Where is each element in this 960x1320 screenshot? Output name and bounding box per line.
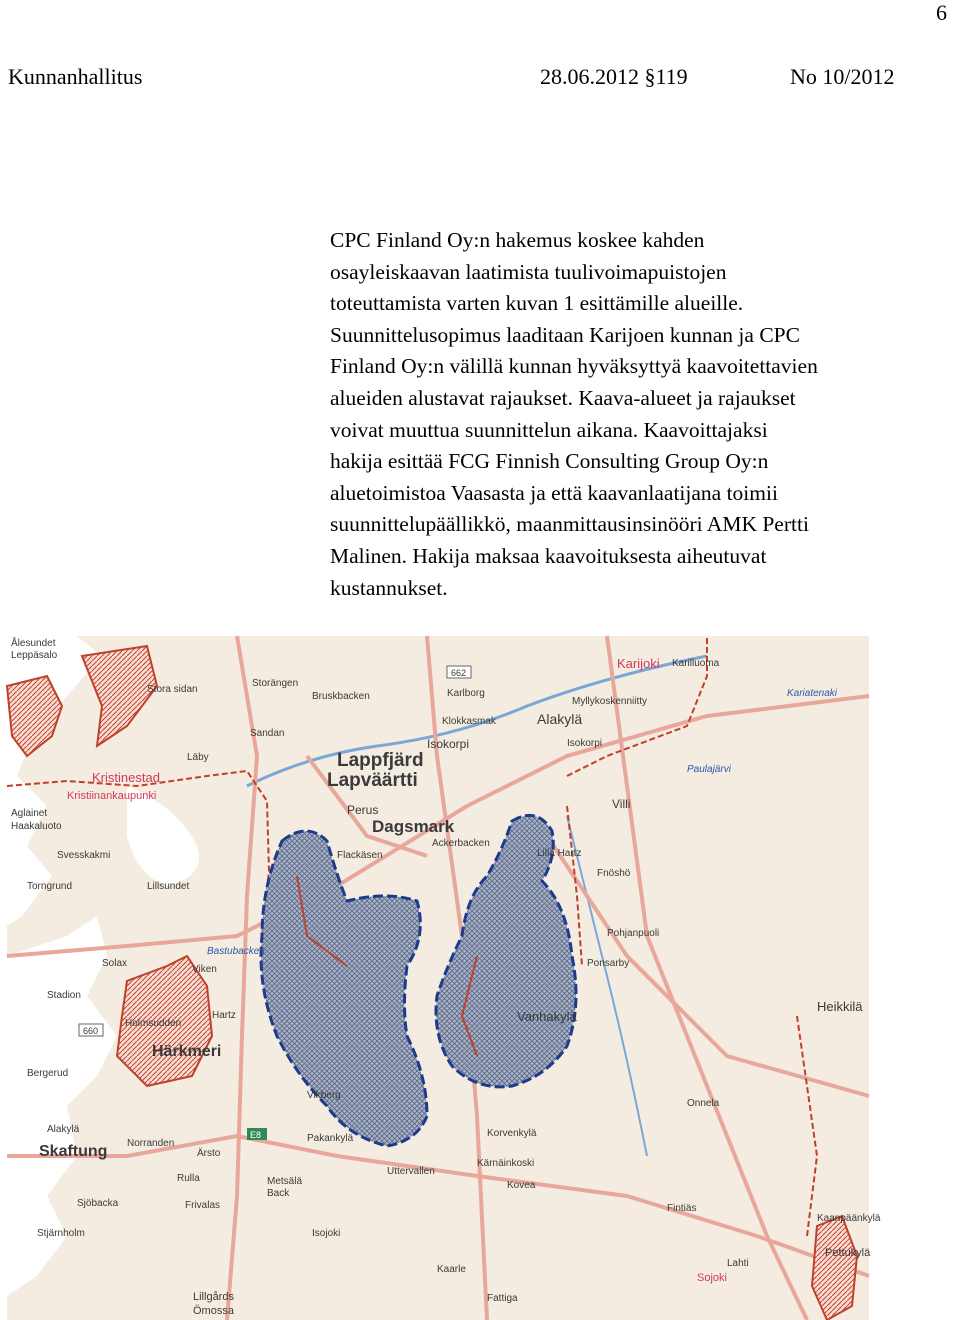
page-number: 6: [936, 0, 947, 25]
label-small: Kariatenaki: [787, 688, 838, 699]
label-small: Lahti: [727, 1258, 749, 1269]
label-medium: Kristinestad: [92, 770, 160, 785]
label-small: Fnöshö: [597, 868, 631, 879]
paragraph-line: alueiden alustavat rajaukset. Kaava-alueet ja rajaukset: [330, 385, 796, 410]
paragraph-line: hakija esittää FCG Finnish Consulting Group Oy:n: [330, 449, 769, 474]
label-small: Fattiga: [487, 1293, 518, 1304]
label-large: Dagsmark: [372, 817, 455, 836]
label-large: Lappfjärd: [337, 750, 424, 771]
label-small: Frivalas: [185, 1200, 221, 1211]
label-small: Onnela: [687, 1098, 720, 1109]
label-small: Solax: [102, 958, 128, 969]
label-small: Ärsto: [197, 1148, 221, 1159]
header-date-section: 28.06.2012 §119: [540, 64, 688, 89]
label-small: Metsälä: [267, 1176, 303, 1187]
label-small: Läby: [187, 752, 209, 763]
label-small: Lilla Hartz: [537, 848, 582, 859]
label-small: Viken: [192, 964, 217, 975]
header-body: Kunnanhallitus: [8, 64, 143, 89]
label-medium: Vanhakylä: [517, 1009, 577, 1024]
label-small: Stora sidan: [147, 684, 198, 695]
paragraph-line: CPC Finland Oy:n hakemus koskee kahden: [330, 228, 705, 252]
label-small: Storängen: [252, 678, 299, 689]
label-large: Lapväärtti: [327, 770, 418, 791]
label-small: Leppäsalo: [11, 650, 58, 661]
paragraph-line: toteuttamista varten kuvan 1 esittämille alueille.: [330, 291, 744, 316]
label-small: Ackerbacken: [432, 838, 490, 849]
label-small: Isojoki: [312, 1228, 341, 1239]
label-small: Vikberg: [307, 1090, 341, 1101]
label-medium: Alakylä: [537, 711, 583, 727]
label-small: Lillsundet: [147, 881, 190, 892]
label-small: Bergerud: [27, 1068, 69, 1079]
label-small: Ömossa: [193, 1305, 234, 1317]
label-medium: Perus: [347, 803, 379, 817]
label-small: Ålesundet: [11, 638, 56, 649]
label-small: Kovea: [507, 1180, 536, 1191]
label-small: Back: [267, 1188, 290, 1199]
paragraph-line: suunnittelupäällikkö, maanmittausinsinööri AMK Pertti: [330, 512, 809, 537]
label-small: Uttervallen: [387, 1166, 435, 1177]
label-small: Aglainet: [11, 808, 48, 819]
site-map-svg: [7, 636, 881, 1320]
header-number: No 10/2012: [790, 64, 895, 89]
label-small: Kaarle: [437, 1264, 466, 1275]
label-small: Svesskakmi: [57, 850, 111, 861]
label-small: Rulla: [177, 1173, 200, 1184]
label-small: Fintiäs: [667, 1203, 697, 1214]
label-large: Skaftung: [39, 1143, 108, 1160]
label-large: Härkmeri: [152, 1043, 222, 1060]
body-paragraph: [330, 225, 955, 604]
paragraph-line: Suunnittelusopimus laaditaan Karijoen kunnan ja CPC: [330, 322, 800, 347]
label-small: Karlborg: [447, 688, 485, 699]
label-small: Torngrund: [27, 881, 73, 892]
label-small: Isokorpi: [567, 738, 603, 749]
label-medium: Kristiinankaupunki: [67, 790, 157, 802]
label-small: Sjöbacka: [77, 1198, 119, 1209]
label-small: Ponsarby: [587, 958, 630, 969]
label-small: Stadion: [47, 990, 81, 1001]
label-small: Sandan: [250, 728, 285, 739]
label-small: Norranden: [127, 1138, 175, 1149]
label-small: Myllykoskenniitty: [572, 696, 648, 707]
road-number: 662: [451, 668, 467, 678]
label-small: Klokkasmak: [442, 716, 496, 727]
paragraph-line: Finland Oy:n välillä kunnan hyväksyttyä kaavoitettavien: [330, 354, 818, 379]
label-small: Bastubacken: [207, 946, 265, 957]
paragraph-line: voivat muuttua suunnittelun aikana. Kaavoittajaksi: [330, 417, 768, 442]
label-medium: Heikkilä: [817, 999, 863, 1014]
label-small: Paulajärvi: [687, 764, 731, 775]
road-number: 660: [83, 1026, 99, 1036]
site-map: [7, 636, 881, 1320]
label-small: Pakankylä: [307, 1133, 354, 1144]
label-small: Pettukylä: [825, 1247, 871, 1259]
paragraph-line: aluetoimistoa Vaasasta ja että kaavanlaatijana toimii: [330, 480, 778, 505]
label-small: Bruskbacken: [312, 691, 370, 702]
label-small: Pohjanpuoli: [607, 928, 660, 939]
label-small: Flackäsen: [337, 850, 383, 861]
paragraph-line: kustannukset.: [330, 575, 448, 600]
paragraph-line: Malinen. Hakija maksaa kaavoituksesta aiheutuvat: [330, 543, 767, 568]
label-small: Kärnäinkoski: [477, 1158, 535, 1169]
label-small: Karilluoma: [672, 658, 720, 669]
label-medium: Karijoki: [617, 656, 660, 671]
label-small: Holmsudden: [125, 1018, 182, 1029]
label-small: Korvenkylä: [487, 1128, 537, 1139]
label-small: Kaanpäänkylä: [817, 1213, 881, 1224]
label-small: Hartz: [212, 1010, 236, 1021]
label-small: Stjärnholm: [37, 1228, 85, 1239]
label-small: Alakylä: [47, 1124, 80, 1135]
label-medium: Isokorpi: [427, 737, 470, 751]
paragraph-line: osayleiskaavan laatimista tuulivoimapuistojen: [330, 259, 727, 284]
road-number: E8: [250, 1130, 262, 1140]
label-small: Lillgårds: [193, 1291, 234, 1303]
label-small: Haakaluoto: [11, 821, 62, 832]
label-small: Sojoki: [697, 1272, 727, 1284]
label-medium: Villi: [612, 797, 631, 811]
